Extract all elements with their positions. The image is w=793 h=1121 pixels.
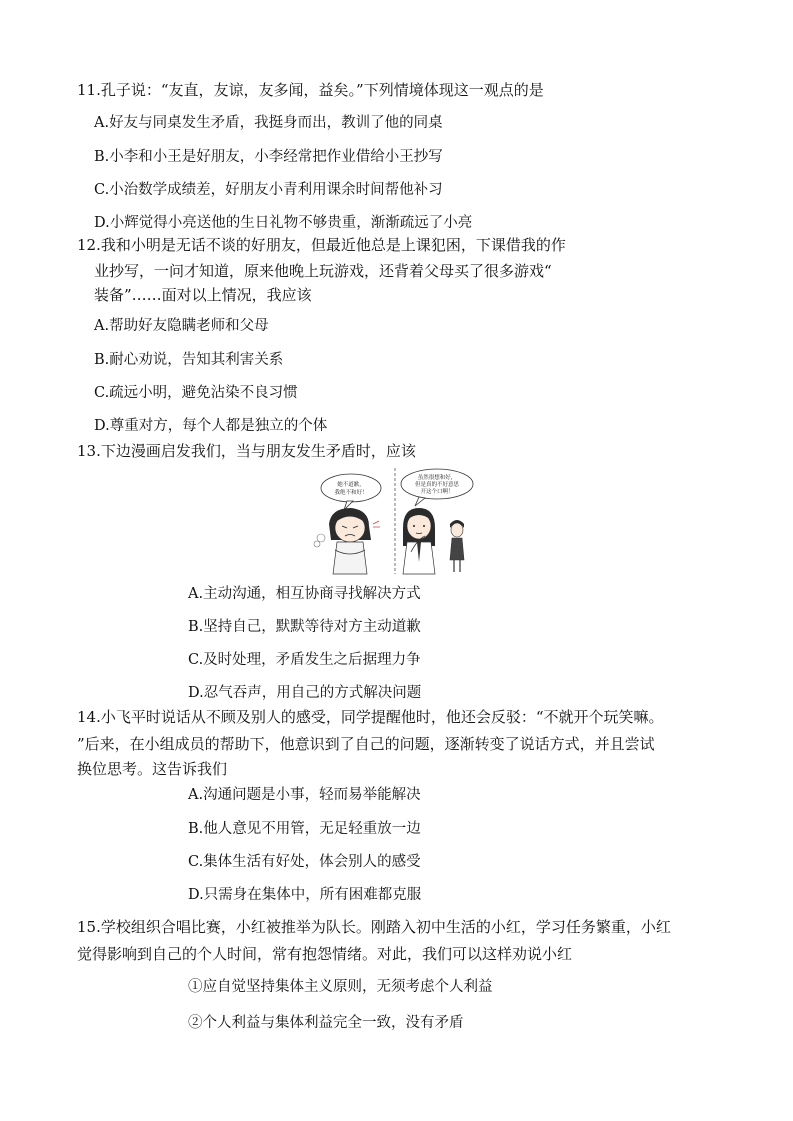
bubble-left-line-1: 她不道歉， bbox=[337, 482, 365, 488]
q12-option-c[interactable]: C.疏远小明，避免沾染不良习惯 bbox=[94, 385, 298, 401]
q11-option-c[interactable]: C.小治数学成绩差，好朋友小青利用课余时间帮他补习 bbox=[94, 182, 443, 198]
bubble-right-line-2: 但是真的不好意思 bbox=[414, 482, 460, 488]
bubble-right-line-1: 虽然很想和好， bbox=[417, 475, 457, 481]
bubble-right-line-3: 开这个口啊！ bbox=[420, 489, 454, 495]
q13-option-b[interactable]: B.坚持自己，默默等待对方主动道歉 bbox=[188, 619, 421, 635]
q11-option-d[interactable]: D.小辉觉得小亮送他的生日礼物不够贵重，渐渐疏远了小亮 bbox=[94, 215, 473, 231]
q13-option-c[interactable]: C.及时处理，矛盾发生之后据理力争 bbox=[188, 652, 421, 668]
q15-stem-line-1: 15.学校组织合唱比赛，小红被推举为队长。刚踏入初中生活的小红，学习任务繁重，小红 bbox=[77, 918, 671, 936]
q13-option-a[interactable]: A.主动沟通，相互协商寻找解决方式 bbox=[188, 586, 421, 602]
bubble-left-line-2: 我绝不和好！ bbox=[334, 490, 368, 496]
q12-option-d[interactable]: D.尊重对方，每个人都是独立的个体 bbox=[94, 418, 328, 434]
q14-option-c[interactable]: C.集体生活有好处，体会别人的感受 bbox=[188, 854, 421, 870]
q12-stem-line-3: 装备”……面对以上情况，我应该 bbox=[94, 286, 312, 304]
q12-option-b[interactable]: B.耐心劝说，告知其利害关系 bbox=[94, 352, 284, 368]
q12-stem-line-1: 12.我和小明是无话不谈的好朋友，但最近他总是上课犯困，下课借我的作 bbox=[77, 236, 566, 254]
q11-option-a[interactable]: A.好友与同桌发生矛盾，我挺身而出，教训了他的同桌 bbox=[94, 115, 443, 131]
q12-stem-line-2: 业抄写，一问才知道，原来他晚上玩游戏，还背着父母买了很多游戏“ bbox=[94, 262, 552, 280]
q15-item-1[interactable]: ①应自觉坚持集体主义原则，无须考虑个人利益 bbox=[188, 979, 493, 995]
q14-option-a[interactable]: A.沟通问题是小事，轻而易举能解决 bbox=[188, 787, 421, 803]
thoughtful-girl-figure bbox=[403, 508, 435, 574]
q15-item-2[interactable]: ②个人利益与集体利益完全一致，没有矛盾 bbox=[188, 1015, 464, 1031]
q13-option-d[interactable]: D.忍气吞声，用自己的方式解决问题 bbox=[188, 685, 422, 701]
q14-stem-line-1: 14.小飞平时说话从不顾及别人的感受，同学提醒他时，他还会反驳：“不就开个玩笑嘛。 bbox=[77, 708, 664, 726]
q11-stem: 11.孔子说：“友直，友谅，友多闻，益矣。”下列情境体现这一观点的是 bbox=[77, 81, 544, 99]
q14-option-b[interactable]: B.他人意见不用管，无足轻重放一边 bbox=[188, 821, 421, 837]
q14-stem-line-2: ”后来，在小组成员的帮助下，他意识到了自己的问题，逐渐转变了说话方式，并且尝试 bbox=[77, 735, 655, 753]
q15-stem-line-2: 觉得影响到自己的个人时间，常有抱怨情绪。对此，我们可以这样劝说小红 bbox=[77, 945, 573, 963]
q14-stem-line-3: 换位思考。这告诉我们 bbox=[77, 760, 228, 778]
q14-option-d[interactable]: D.只需身在集体中，所有困难都克服 bbox=[188, 887, 422, 903]
q11-option-b[interactable]: B.小李和小王是好朋友，小李经常把作业借给小王抄写 bbox=[94, 149, 443, 165]
cartoon-illustration bbox=[307, 466, 483, 576]
q12-option-a[interactable]: A.帮助好友隐瞒老师和父母 bbox=[94, 318, 269, 334]
q13-stem: 13.下边漫画启发我们，当与朋友发生矛盾时，应该 bbox=[77, 442, 416, 460]
